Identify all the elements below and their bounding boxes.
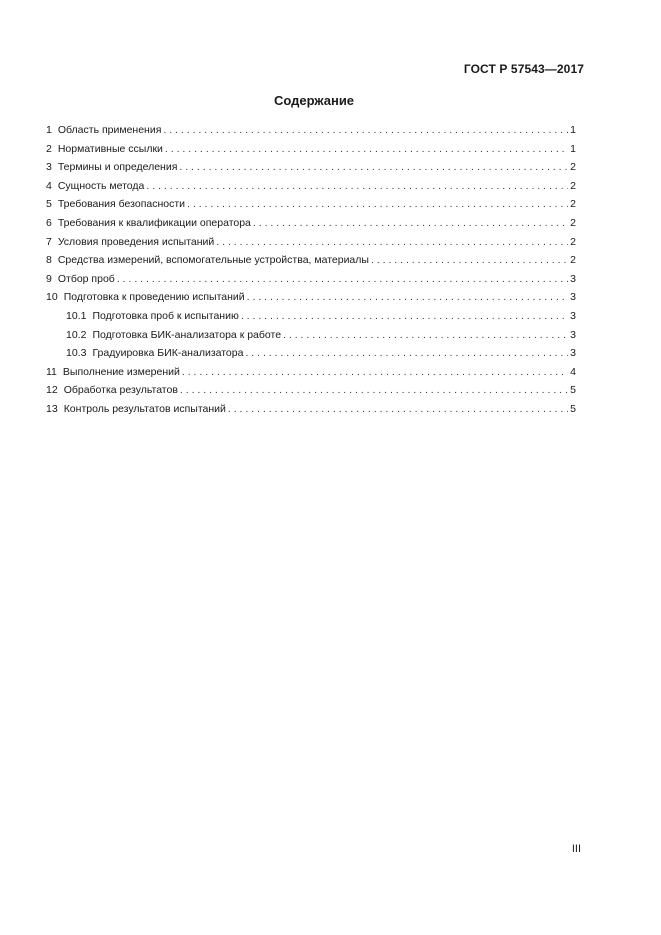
toc-entry-title: Контроль результатов испытаний [63,402,226,415]
toc-entry-number: 7 [46,235,52,248]
toc-entry-12[interactable] [46,381,576,400]
toc-leader-dots [228,400,568,419]
toc-entry-number: 6 [46,216,52,229]
toc-entry-number: 9 [46,272,52,285]
toc-entry-3[interactable] [46,158,576,177]
toc-entry-2[interactable] [46,140,576,159]
toc-entry-5[interactable] [46,195,576,214]
toc-entry-page: 2 [570,216,576,229]
toc-entry-title: Подготовка к проведению испытаний [63,291,245,304]
toc-entry-title: Термины и определения [57,161,178,174]
toc-entry-title: Отбор проб [57,272,115,285]
toc-leader-dots [163,121,568,140]
toc-entry-number: 2 [46,142,52,155]
toc-entry-title: Требования к квалификации оператора [57,216,251,229]
toc-entry-title: Условия проведения испытаний [57,235,215,248]
toc-entry-6[interactable] [46,214,576,233]
toc-entry-number: 1 [46,124,52,136]
toc-leader-dots [245,344,568,363]
toc-entry-number: 11 [46,365,57,378]
toc-entry-page: 3 [570,309,576,322]
toc-leader-dots [117,270,568,289]
toc-title: Содержание [273,93,355,108]
toc-leader-dots [165,140,568,159]
toc-entry-page: 2 [570,161,576,174]
toc-leader-dots [179,158,568,177]
toc-leader-dots [187,195,568,214]
toc-entry-page: 3 [570,291,576,304]
toc-entry-number: 4 [46,179,52,192]
toc-entry-page: 5 [570,402,576,415]
toc-entry-page: 2 [570,235,576,248]
toc-leader-dots [216,233,568,252]
toc-entry-number: 13 [46,402,58,415]
toc-entry-page: 3 [570,272,576,285]
toc-entry-number: 10 [46,291,58,304]
toc-entry-title: Требования безопасности [57,198,186,211]
toc-entry-10[interactable] [46,288,576,307]
toc-leader-dots [182,363,568,382]
toc-entry-page: 3 [570,328,576,341]
toc-entry-page: 1 [570,124,576,136]
toc-entry-page: 2 [570,254,576,267]
toc-entry-number: 8 [46,254,52,267]
toc-leader-dots [253,214,568,233]
toc-entry-7[interactable] [46,233,576,252]
toc-entry-11[interactable] [46,363,576,382]
toc-leader-dots [180,381,568,400]
toc-entry-title: Градуировка БИК-анализатора [92,347,244,360]
toc-entry-title: Сущность метода [57,179,145,192]
toc-entry-page: 2 [570,198,576,211]
toc-entry-title: Подготовка БИК-анализатора к работе [92,328,282,341]
toc-leader-dots [371,251,568,270]
toc-entry-10-2[interactable] [46,326,576,345]
toc-entry-1[interactable] [46,121,576,140]
toc-leader-dots [283,326,568,345]
toc-entry-title: Область применения [57,124,162,136]
table-of-contents [46,121,576,419]
toc-entry-number: 10.3 [66,347,87,360]
toc-entry-number: 10.1 [66,309,87,322]
toc-entry-10-3[interactable] [46,344,576,363]
toc-entry-9[interactable] [46,270,576,289]
toc-entry-page: 2 [570,179,576,192]
toc-leader-dots [241,307,568,326]
document-code: ГОСТ Р 57543—2017 [463,62,584,76]
toc-entry-4[interactable] [46,177,576,196]
toc-entry-page: 5 [570,384,576,397]
toc-leader-dots [146,177,568,196]
toc-entry-8[interactable] [46,251,576,270]
toc-entry-13[interactable] [46,400,576,419]
toc-entry-title: Выполнение измерений [62,365,180,378]
toc-entry-title: Подготовка проб к испытанию [92,309,239,322]
toc-entry-number: 10.2 [66,328,87,341]
toc-entry-page: 1 [570,142,576,155]
toc-entry-number: 12 [46,384,58,397]
toc-entry-title: Обработка результатов [63,384,178,397]
toc-entry-page: 3 [570,347,576,360]
toc-entry-title: Средства измерений, вспомогательные устройства, материалы [57,254,369,267]
page-number: III [571,843,581,855]
toc-entry-page: 4 [570,365,576,378]
toc-leader-dots [247,288,569,307]
toc-entry-title: Нормативные ссылки [57,142,163,155]
toc-entry-10-1[interactable] [46,307,576,326]
toc-entry-number: 5 [46,198,52,211]
toc-entry-number: 3 [46,161,52,174]
